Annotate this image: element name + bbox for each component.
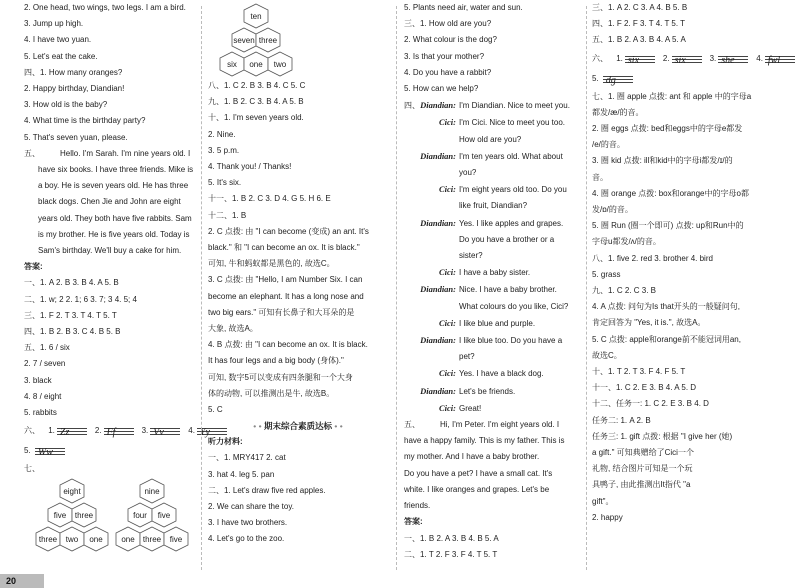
text-line: have six books. I have three friends. Mike is (38, 165, 194, 175)
column-divider (201, 6, 202, 570)
text-line: 2. What colour is the dog? (404, 35, 497, 45)
col2-listening (208, 450, 388, 547)
section-label: 六、 (592, 53, 608, 63)
text-line: white. I like oranges and grapes. Let's be (404, 484, 550, 494)
text-line: 5. 圈 Run (圈一个即可) 点拨: up和Run中的 (592, 221, 744, 231)
item-number: 5. (592, 73, 599, 83)
text-line: 四、1. How many oranges? (24, 67, 123, 77)
passage-line: Hi, I'm Peter. I'm eight years old. I (440, 420, 560, 430)
text-line: 4. I have two yuan. (24, 35, 92, 45)
speaker-name: Diandian: (420, 217, 456, 228)
answer-heading: 答案: (404, 517, 423, 527)
dialog-line (404, 383, 582, 400)
col4-handwriting-row (592, 49, 792, 69)
text-line: 2. 圈 eggs 点拨: bed和eggs中的字母e都发 (592, 124, 743, 134)
text-line: 十一、1. C 2. E 3. B 4. A 5. D (592, 383, 697, 393)
text-line: 都发/æ/的音。 (592, 107, 644, 117)
text-line: Do you have a pet? I have a small cat. It's (404, 468, 553, 478)
dialog-text: like fruit, Diandian? (459, 201, 528, 211)
text-line: 礼物, 结合图片可知是一个玩 (592, 464, 693, 474)
item-number: 1. (616, 53, 623, 63)
text-line: 2. happy (592, 512, 623, 522)
pyramid-1-cell-1: five (53, 511, 67, 521)
text-line: 3. 5 p.m. (208, 145, 240, 155)
handwriting-text: Vv (153, 427, 164, 439)
handwriting-text: dg (605, 74, 616, 86)
text-line: 4. Let's go to the zoo. (208, 534, 285, 544)
handwriting-text: Yy (199, 427, 210, 439)
text-line: 一、1. MRY417 2. cat (208, 453, 286, 463)
item-number: 3. (141, 426, 149, 436)
pyramid-1 (36, 479, 108, 551)
text-line: 八、1. C 2. B 3. B 4. C 5. C (208, 81, 306, 90)
pyramid-2-cell-3: one (121, 535, 135, 545)
item-number: 2. (94, 426, 102, 436)
column-divider (586, 6, 587, 570)
text-line: my mother. And I have a baby brother. (404, 452, 540, 462)
text-line: 四、1. B 2. B 3. C 4. B 5. B (24, 327, 121, 337)
text-line: 4. A 点拨: 问句为Is that开头的一般疑问句, (592, 302, 741, 312)
text-line: 一、1. B 2. A 3. B 4. B 5. A (404, 533, 499, 543)
dialog-text: I'm Cici. Nice to meet you too. (459, 118, 566, 128)
speaker-name: Cici: (439, 317, 456, 328)
dialog-line (404, 315, 582, 332)
banner-dots-right: • • (334, 421, 343, 432)
listening-heading: 听力材料: (208, 437, 243, 447)
text-line: 5. C (208, 405, 223, 415)
dialog-text: you? (459, 168, 477, 178)
text-line: Sam's birthday. We'll buy a cake for him. (38, 246, 182, 256)
text-line: 四、1. F 2. F 3. T 4. T 5. T (592, 19, 686, 29)
text-line: 五、1. 6 / six (24, 343, 70, 353)
text-line: 4. B 点拨: 由 "I can become an ox. It is black. (208, 340, 368, 350)
text-line: 可知, 牛和蚂蚁都是黑色的, 故选C。 (208, 259, 335, 269)
text-line: become an elephant. It has a long nose and (208, 291, 364, 301)
text-line: 九、1. B 2. C 3. B 4. A 5. B (208, 97, 304, 107)
handwriting-text: six (674, 54, 686, 66)
pyramid-3-cell-3: six (227, 60, 237, 69)
text-line: /e/的音。 (592, 140, 625, 150)
col4-handwriting-last (592, 69, 792, 89)
col1-handwriting-last (24, 441, 196, 461)
column-2 (208, 0, 388, 572)
text-line: 5. How can we help? (404, 84, 479, 94)
column-3 (404, 0, 582, 572)
dialog-line (404, 264, 582, 281)
text-line: 2. We can share the toy. (208, 502, 294, 512)
text-line: 一、1. A 2. B 3. B 4. A 5. B (24, 278, 119, 288)
item-number: 5. (24, 446, 31, 456)
text-line: 二、1. T 2. F 3. F 4. T 5. T (404, 549, 498, 559)
handwriting-box (150, 425, 180, 437)
dialog-text: Yes. I have a black dog. (459, 369, 544, 379)
col1-handwriting-row (24, 421, 210, 441)
handwriting-box (603, 73, 633, 85)
dialog-line (404, 365, 582, 382)
col3-top (404, 0, 582, 97)
banner-title: 期末综合素质达标 (263, 421, 332, 432)
dialog-line (404, 114, 582, 131)
text-line: 具鸭子, 由此推测出It指代 "a (592, 480, 691, 490)
handwriting-box (104, 425, 134, 437)
text-line: 2. 7 / seven (24, 359, 66, 369)
dialog-text: How old are you? (459, 134, 522, 144)
text-line: 任务三: 1. gift 点拨: 根据 "I give her (她) (592, 431, 733, 441)
speaker-name: Diandian: (420, 284, 456, 295)
col3-passage (404, 433, 582, 514)
column-4 (592, 0, 792, 572)
text-line: 3. Jump up high. (24, 19, 84, 29)
dialog-text: Great! (459, 403, 482, 413)
text-line: 5. rabbits (24, 408, 57, 418)
dialog-line (404, 332, 582, 349)
speaker-name: Cici: (439, 368, 456, 379)
text-line: 4. 圈 orange 点拨: box和orange中的字母o都 (592, 188, 749, 198)
text-line: black dogs. Chen Jie and John are eight (38, 197, 181, 207)
text-line: 故选C。 (592, 350, 622, 360)
dialog-line (404, 281, 582, 298)
handwriting-box (625, 53, 655, 65)
text-line: 3. 圈 kid 点拨: ill和kid中的字母i都发/ɪ/的 (592, 156, 733, 166)
item-number: 4. (188, 426, 195, 436)
pyramid-3-cell-4: one (249, 60, 263, 69)
section-banner (208, 418, 388, 434)
page-number: 20 (0, 574, 44, 588)
handwriting-box (718, 53, 748, 65)
speaker-name: Cici: (439, 402, 456, 413)
col2-answers (208, 78, 388, 418)
dialog-line (404, 299, 582, 315)
text-line: years old. They both have five rabbits. Sam (38, 213, 192, 223)
dialog-line (404, 198, 582, 214)
dialog-line (404, 215, 582, 232)
item-number: 2. (662, 53, 670, 63)
speaker-name: Cici: (439, 117, 456, 128)
text-line: 2. Happy birthday, Diandian! (24, 84, 125, 94)
dialog-line (404, 148, 582, 165)
text-line: 七、1. 圈 apple 点拨: ant 和 apple 中的字母a (592, 91, 752, 101)
text-line: 3. I have two brothers. (208, 518, 288, 528)
text-line: 3. Is that your mother? (404, 51, 485, 61)
pyramid-3-cell-5: two (273, 60, 287, 69)
column-1 (24, 0, 210, 572)
pyramid-2-cell-5: five (169, 535, 183, 545)
text-line: 任务二: 1. A 2. B (592, 415, 651, 425)
number-pyramid-3 (208, 0, 388, 78)
handwriting-text: Ff (106, 427, 116, 439)
col3-dialog (404, 97, 582, 417)
text-line: 肯定回答为 "Yes, it is.", 故选A。 (592, 318, 706, 328)
text-line: 三、1. F 2. T 3. T 4. T 5. T (24, 310, 117, 320)
text-line: a boy. He is seven years old. He has three (38, 181, 189, 191)
item-number: 3. (709, 53, 717, 63)
dialog-text: I like blue too. Do you have a (459, 336, 563, 346)
col3-answers (404, 531, 582, 563)
handwriting-box (35, 445, 65, 457)
text-line: friends. (404, 501, 431, 511)
text-line: 发/ɒ/的音。 (592, 205, 633, 215)
pyramid-2-cell-2: five (157, 511, 171, 521)
section-label: 六、 (24, 426, 40, 436)
text-line: 2. One head, two wings, two legs. I am a bird. (24, 3, 186, 12)
pyramid-3-cell-2: three (258, 36, 278, 45)
number-pyramids (24, 477, 196, 553)
text-line: 大象, 故选A。 (208, 324, 258, 334)
text-line: 5. grass (592, 269, 621, 279)
text-line: two big ears." 可知有长鼻子和大耳朵的是 (208, 307, 355, 317)
text-line: 二、1. Let's draw five red apples. (208, 485, 326, 495)
text-line: 3. How old is the baby? (24, 100, 108, 110)
speaker-name: Diandian: (420, 100, 456, 111)
text-line: 3. black (24, 375, 52, 385)
answer-heading: 答案: (24, 262, 43, 272)
dialog-text: I'm eight years old too. Do you (459, 185, 567, 195)
speaker-name: Cici: (439, 184, 456, 195)
pyramid-1-cell-2: three (74, 511, 94, 521)
text-line: 十二、任务一: 1. C 2. E 3. B 4. D (592, 399, 709, 409)
text-line: 5. It's six. (208, 178, 242, 188)
dialog-text: Do you have a brother or a (459, 234, 555, 244)
handwriting-text: she (721, 54, 735, 66)
column-divider (396, 6, 397, 570)
dialog-text: What colours do you like, Cici? (459, 301, 569, 311)
dialog-text: pet? (459, 352, 475, 362)
text-line: 5. Plants need air, water and sun. (404, 3, 523, 12)
pyramid-2-cell-1: four (133, 511, 147, 521)
text-line: 三、1. How old are you? (404, 19, 492, 29)
text-line: 2. Nine. (208, 129, 236, 139)
pyramid-1-cell-5: one (89, 535, 103, 545)
text-line: have a happy family. This is my father. This is (404, 436, 565, 446)
speaker-name: Diandian: (420, 150, 456, 161)
handwriting-text: six (627, 54, 640, 66)
speaker-name: Diandian: (420, 335, 456, 346)
pyramid-2-cell-4: three (142, 535, 162, 545)
text-line: 4. What time is the birthday party? (24, 116, 146, 126)
text-line: 三、1. A 2. C 3. A 4. B 5. B (592, 3, 688, 12)
dialog-line (404, 349, 582, 365)
pyramid-2-cell-0: nine (144, 487, 160, 497)
text-line: 十、1. I'm seven years old. (208, 113, 304, 123)
col1-passage-first (24, 146, 196, 162)
dialog-text: Nice. I have a baby brother. (459, 285, 557, 295)
item-number: 1. (48, 426, 55, 436)
dialog-text: I like blue and purple. (459, 318, 536, 328)
text-line: 5. That's seven yuan, please. (24, 132, 128, 142)
col3-passage-first (404, 417, 582, 433)
text-line: a gift." 可知典赠给了Cici一个 (592, 448, 694, 458)
dialog-line (404, 132, 582, 148)
text-line: 五、1. B 2. A 3. B 4. A 5. A (592, 35, 686, 45)
col4-top (592, 0, 792, 49)
text-line: 2. C 点拨: 由 "I can become (变成) an ant. It's (208, 226, 369, 236)
dialog-text: I have a baby sister. (459, 268, 531, 278)
pyramid-2 (116, 479, 188, 551)
text-line: 3. hat 4. leg 5. pan (208, 469, 275, 479)
text-line: gift"。 (592, 496, 614, 506)
pyramid-1-cell-4: two (65, 535, 79, 545)
text-line: 八、1. five 2. red 3. brother 4. bird (592, 253, 713, 263)
text-line: 4. Do you have a rabbit? (404, 67, 492, 77)
pyramid-1-cell-0: eight (63, 487, 81, 497)
dialog-line (404, 248, 582, 264)
speaker-name: Diandian: (420, 385, 456, 396)
handwriting-box (765, 53, 795, 65)
dialog-line (404, 181, 582, 198)
text-line: 3. C 点拨: 由 "Hello, I am Number Six. I can (208, 275, 363, 285)
handwriting-box (57, 425, 87, 437)
handwriting-text: Ww (37, 447, 53, 459)
text-line: 5. Let's eat the cake. (24, 51, 98, 61)
pyramid-3-cell-1: seven (233, 36, 255, 45)
text-line: It has four legs and a big body (身体)." (208, 356, 344, 366)
col4-answers (592, 89, 792, 526)
section-label: 五、 (404, 420, 420, 430)
text-line: 音。 (592, 172, 608, 182)
dialog-line (404, 400, 582, 417)
text-line: 九、1. C 2. C 3. B (592, 286, 657, 296)
passage-line: Hello. I'm Sarah. I'm nine years old. I (60, 148, 191, 158)
text-line: 十一、1. B 2. C 3. D 4. G 5. H 6. E (208, 194, 331, 204)
text-line: 二、1. w; 2 2. 1; 6 3. 7; 3 4. 5; 4 (24, 294, 137, 304)
text-line: 十二、1. B (208, 210, 247, 220)
pyramid-1-cell-3: three (38, 535, 58, 545)
section-label: 五、 (24, 148, 40, 158)
dialog-text: I'm ten years old. What about (459, 151, 563, 161)
col1-passage (24, 162, 196, 259)
text-line: 体的动物, 可以推测出是牛, 故选B。 (208, 388, 335, 398)
dialog-text: Let's be friends. (459, 386, 516, 396)
col1-answers (24, 275, 196, 421)
text-line: black." 和 "I can become an ox. It is black." (208, 243, 360, 253)
text-line: 字母u都发/ʌ/的音。 (592, 237, 661, 247)
speaker-name: Cici: (439, 267, 456, 278)
col1-top-answers (24, 0, 196, 146)
text-line: 可知, 数字5可以变成有四条腿和一个大身 (208, 372, 353, 382)
handwriting-text: Zz (59, 427, 70, 439)
dialog-line (404, 165, 582, 181)
text-line: 十、1. T 2. T 3. F 4. F 5. T (592, 367, 686, 377)
dialog-text: Yes. I like apples and grapes. (459, 218, 564, 228)
text-line: is my brother. He is five years old. Today is (38, 229, 190, 239)
item-number: 4. (756, 53, 763, 63)
text-line: 5. C 点拨: apple和orange前不能冠词用an, (592, 334, 741, 344)
dialog-text: sister? (459, 251, 483, 261)
text-line: 4. Thank you! / Thanks! (208, 162, 292, 172)
pyramid-3-cell-0: ten (250, 12, 262, 21)
section-seven-label: 七、 (24, 464, 40, 474)
dialog-line (404, 232, 582, 248)
dialog-line: 四、Diandian: I'm Diandian. Nice to meet you. (404, 97, 582, 114)
handwriting-text: fwl (767, 54, 781, 66)
handwriting-box (672, 53, 702, 65)
banner-dots-left: • • (253, 421, 262, 432)
dialog-text: I'm Diandian. Nice to meet you. (459, 101, 570, 111)
text-line: 4. 8 / eight (24, 391, 62, 401)
